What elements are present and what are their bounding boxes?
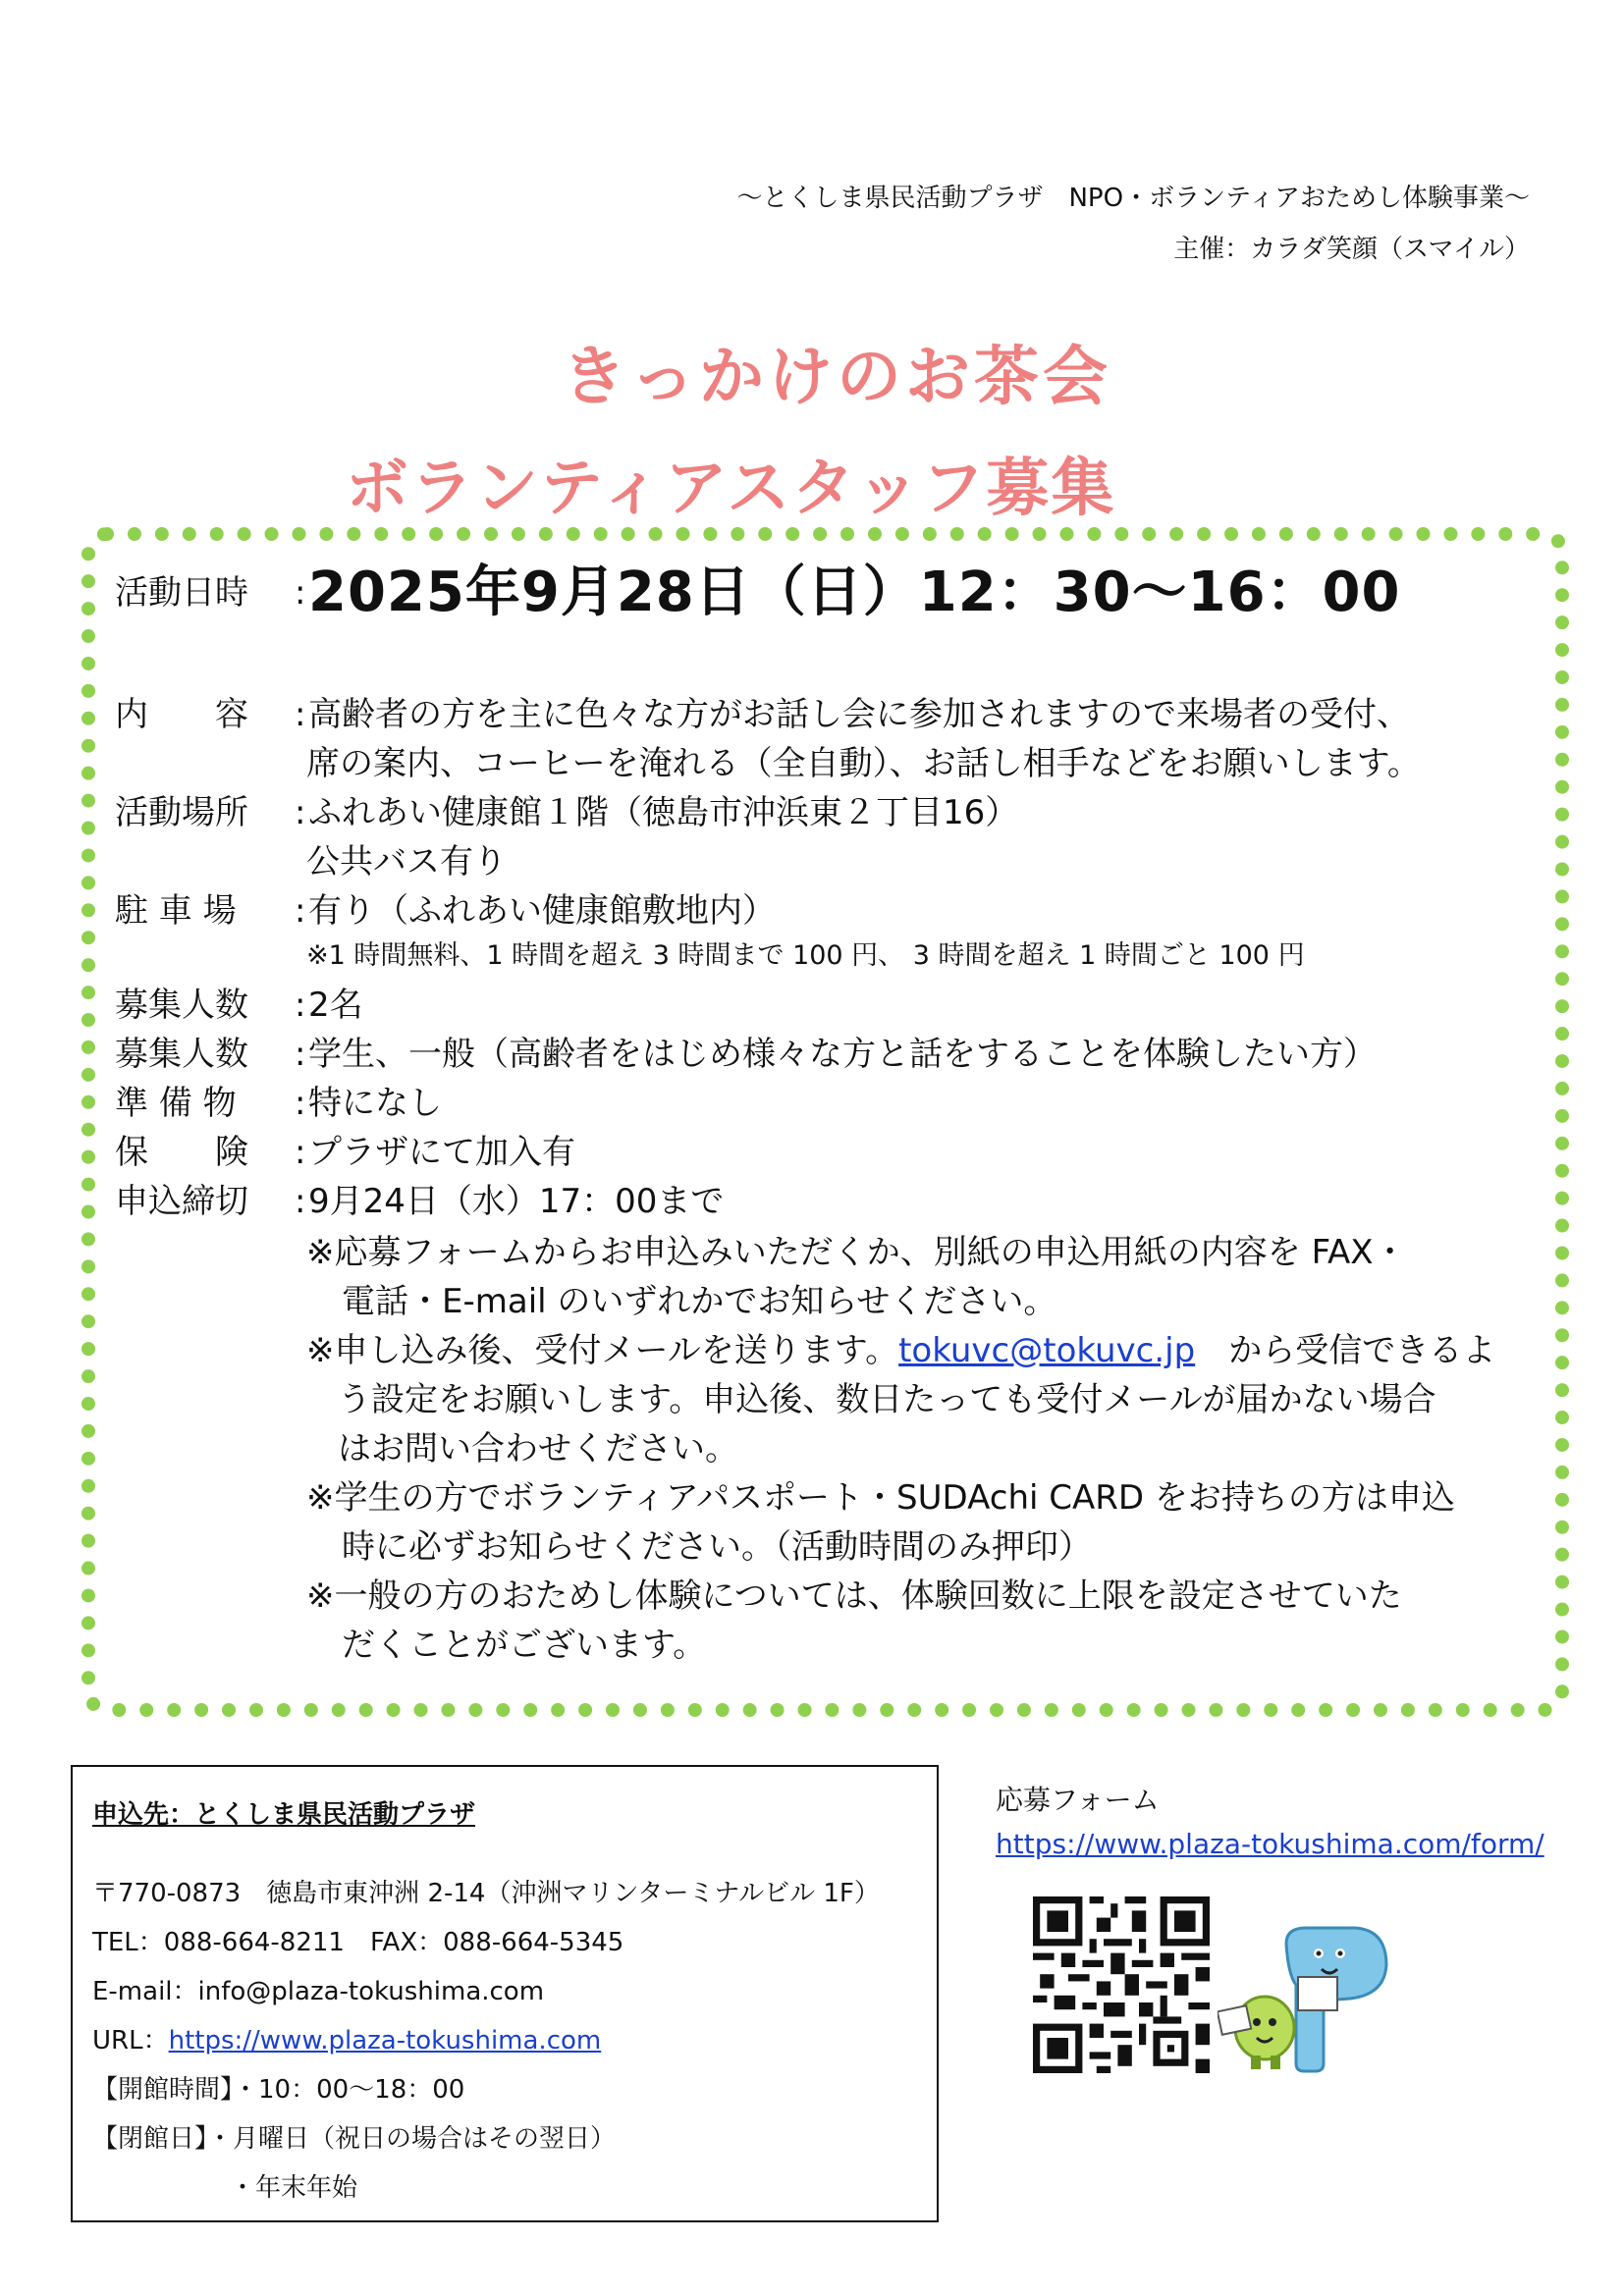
count-value: 2名 <box>308 986 363 1025</box>
insurance-value: プラザにて加入有 <box>308 1133 575 1172</box>
note4-line2: だくことがございます。 <box>342 1626 707 1665</box>
note3-line1: ※学生の方でボランティアパスポート・SUDAchi CARD をお持ちの方は申込 <box>306 1478 1455 1518</box>
header-organizer: 主催：カラダ笑顔（スマイル） <box>1173 235 1530 264</box>
contact-email: E-mail：info@plaza-tokushima.com <box>92 1977 545 2006</box>
note2-line2: う設定をお願いします。申込後、数日たっても受付メールが届かない場合 <box>338 1380 1436 1419</box>
contact-address: 〒770-0873 徳島市東沖洲 2-14（沖洲マリンターミナルビル 1F） <box>92 1879 880 1908</box>
note2-post: から受信できるよ <box>1228 1331 1496 1370</box>
count-label: 募集人数 <box>115 986 248 1025</box>
title-line2: ボランティアスタッフ募集 <box>346 453 1116 525</box>
place-label: 活動場所 <box>115 793 248 832</box>
contact-url-label: URL： <box>92 2026 169 2056</box>
contact-url-row <box>92 2016 917 2065</box>
contact-closed-row <box>92 2114 917 2163</box>
deadline-value: 9月24日（水）17：00まで <box>308 1182 725 1221</box>
content-line1: 高齢者の方を主に色々な方がお話し会に参加されますので来場者の受付、 <box>308 695 1410 734</box>
target-value: 学生、一般（高齢者をはじめ様々な方と話をすることを体験したい方） <box>308 1035 1377 1074</box>
parking-value: 有り（ふれあい健康館敷地内） <box>308 891 776 931</box>
contact-heading: 申込先：とくしま県民活動プラザ <box>92 1800 476 1830</box>
target-label: 募集人数 <box>115 1035 248 1074</box>
contact-closed-1: ・月曜日（祝日の場合はその翌日） <box>207 2124 617 2154</box>
parking-note: ※1 時間無料、1 時間を超え 3 時間まで 100 円、 3 時間を超え 1 時間ごと 100 円 <box>306 940 1305 971</box>
contact-closed-2: ・年末年始 <box>230 2173 358 2203</box>
form-label: 応募フォーム <box>996 1784 1160 1816</box>
contact-box <box>71 1765 939 2222</box>
qr-code-icon[interactable] <box>1033 1896 1210 2073</box>
contact-url-link[interactable]: https://www.plaza-tokushima.com <box>168 2026 602 2056</box>
title-line1: きっかけのお茶会 <box>562 339 1111 414</box>
contact-hours: 【開館時間】・10：00～18：00 <box>92 2075 465 2105</box>
note3-line2: 時に必ずお知らせください。（活動時間のみ押印） <box>342 1527 1092 1567</box>
contact-closed-label: 【閉館日】 <box>92 2124 208 2154</box>
deadline-label: 申込締切 <box>115 1182 248 1221</box>
note4-line1: ※一般の方のおためし体験については、体験回数に上限を設定させていた <box>306 1576 1402 1616</box>
parking-label: 駐 車 場 <box>115 891 237 931</box>
content-line2: 席の案内、コーヒーを淹れる（全自動）、お話し相手などをお願いします。 <box>306 744 1421 783</box>
place-line2: 公共バス有り <box>306 842 507 881</box>
contact-tel-fax: TEL：088-664-8211 FAX：088-664-5345 <box>92 1928 624 1957</box>
note1-line2: 電話・E-mail のいずれかでお知らせください。 <box>342 1282 1057 1321</box>
items-label: 準 備 物 <box>115 1084 237 1123</box>
note1-line1: ※応募フォームからお申込みいただくか、別紙の申込用紙の内容を FAX・ <box>306 1233 1407 1272</box>
insurance-label: 保 険 <box>115 1133 248 1172</box>
items-value: 特になし <box>308 1084 442 1123</box>
header-program: ～とくしま県民活動プラザ NPO・ボランティアおためし体験事業～ <box>736 184 1530 213</box>
form-url-link[interactable]: https://www.plaza-tokushima.com/form/ <box>996 1828 1544 1860</box>
mascot-illustration <box>1218 1926 1390 2081</box>
date-label: 活動日時 <box>115 573 248 613</box>
note2-line1 <box>306 1327 1495 1374</box>
note2-line3: はお問い合わせください。 <box>338 1429 738 1468</box>
note2-pre: ※申し込み後、受付メールを送ります。 <box>306 1331 899 1370</box>
date-value: 2025年9月28日（日）12：30～16：00 <box>308 561 1401 624</box>
note2-email-link[interactable]: tokuvc@tokuvc.jp <box>898 1331 1196 1370</box>
content-label: 内 容 <box>115 695 248 734</box>
place-line1: ふれあい健康館１階（徳島市沖浜東２丁目16） <box>308 793 1019 832</box>
